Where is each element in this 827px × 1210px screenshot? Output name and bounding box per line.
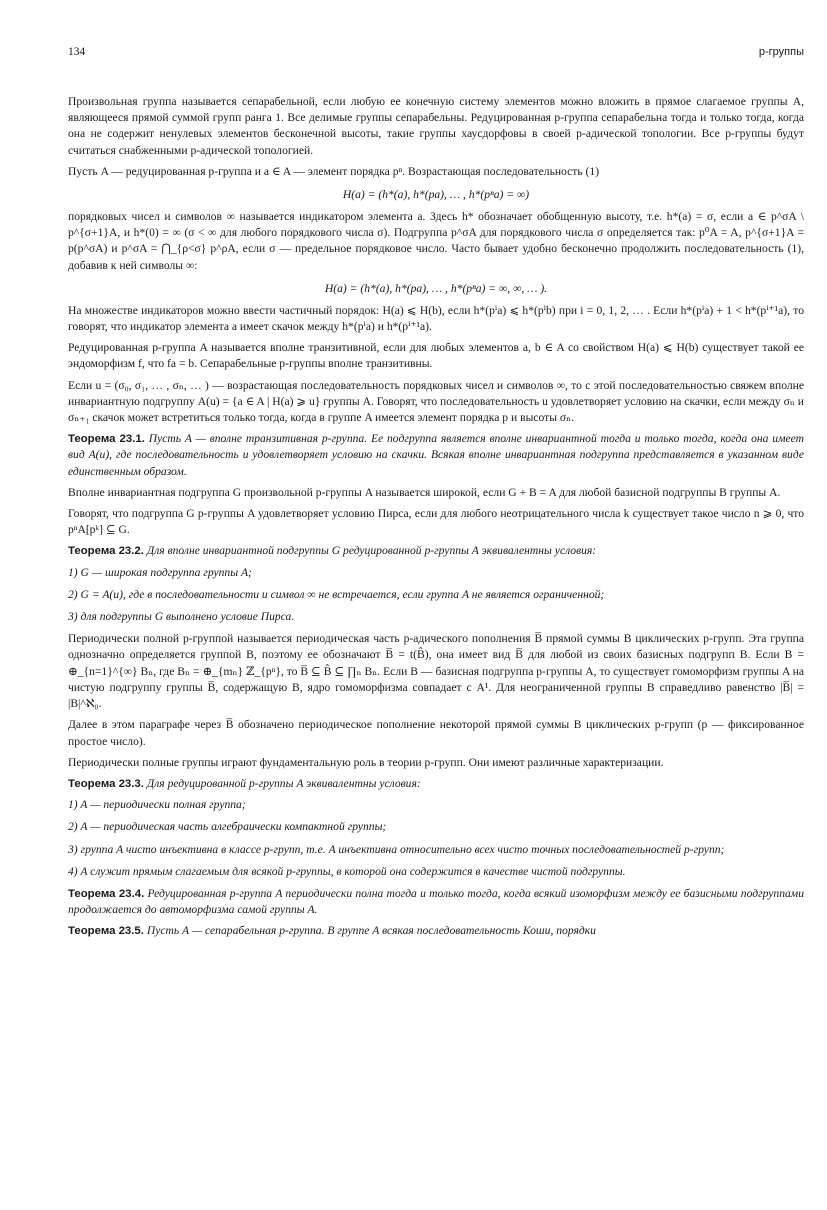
list-item: 2) A — периодическая часть алгебраически компактной группы; xyxy=(68,820,387,834)
theorem-statement: Пусть A — вполне транзитивная p-группа. Ее подгруппа является вполне инвариантной тогда и только тогда, когда она имеет вид A(u), где последовательность u удовлетворяет условию на скачки. Всякая вполне инвариантная подгруппа представляется в указанном виде единственным образом. xyxy=(68,432,805,478)
page-number: 134 xyxy=(68,46,86,58)
theorem-statement: Пусть A — сепарабельная p-группа. В группе A всякая последовательность Коши, порядки xyxy=(146,924,596,938)
formula-indicator-extended: H(a) = (h*(a), h*(pa), … , h*(pⁿa) = ∞, ∞, … ). xyxy=(324,281,548,295)
paragraph-partial-order: На множестве индикаторов можно ввести частичный порядок: H(a) ⩽ H(b), если h*(pⁱa) ⩽ h*(pⁱb) при i = 0, 1, 2, … . Если h*(pⁱa) + 1 < h*(pⁱ⁺¹a), то говорят, что индикатор элемента a имеет скачок между h*(pⁱa) и h*(pⁱ⁺¹a). xyxy=(68,303,804,334)
paragraph-indicator-intro: Пусть A — редуцированная p-группа и a ∈ A — элемент порядка pⁿ. Возрастающая последовательность (1) xyxy=(68,164,600,178)
theorem-label: Теорема 23.4. xyxy=(68,887,145,900)
theorem-23-1 xyxy=(68,431,804,480)
section-title: p-группы xyxy=(758,46,804,58)
theorem-label: Теорема 23.1. xyxy=(68,433,145,446)
theorem-23-2 xyxy=(68,543,804,559)
paragraph-separable: Произвольная группа называется сепарабельной, если любую ее конечную систему элементов можно вложить в прямое слагаемое группы A, являющееся прямой суммой групп ранга 1. Все делимые группы сепарабельны. Редуцированная p-группа сепарабельна тогда и только тогда, когда она не содержит ненулевых элементов бесконечной высоты, такие группы хаусдорфовы в своей p-адической топологии. Все p-группы будут считаться снабженными p-адической топологией. xyxy=(68,95,804,157)
paragraph-pierce: Говорят, что подгруппа G p-группы A удовлетворяет условию Пирса, если для любого неотрицательного числа k существует такое число n ⩾ 0, что pⁿA[pᵏ] ⊆ G. xyxy=(68,507,804,537)
theorem-23-3 xyxy=(68,776,804,792)
theorem-label: Теорема 23.3. xyxy=(68,777,144,790)
paragraph-indicator-def: порядковых чисел и символов ∞ называется индикатором элемента a. Здесь h* обозначает обобщенную высоту, т.е. h*(a) = σ, если a ∈ p^σA \ p^{σ+1}A, и h*(0) = ∞ (σ < ∞ для любого порядкового числа σ). Подгруппа p^σA для порядкового числа σ определяется так: p⁰A = A, p^{σ+1}A = p(p^σA) и p^σA = ⋂_{ρ<σ} p^ρA, если σ — предельное порядковое число. Часто бывает удобно бесконечно продолжить последовательность (1), добавив к ней символы ∞: xyxy=(68,210,804,272)
paragraph-torsion-complete: Периодически полной p-группой называется периодическая часть p-адического пополнения B̅ прямой суммы B циклических p-групп. Эта группа однозначно определяется группой B, поэтому ее обозначают B̅ = t(B̂), она имеет вид B̅ для любой из своих базисных подгрупп B. Если B = ⊕_{n=1}^{∞} Bₙ, где Bₙ = ⊕_{mₙ} ℤ_{pⁿ}, то B̅ ⊆ B̂ ⊆ ∏ₙ Bₙ. Если B — базисная подгруппа p-группы A, то существует гомоморфизм группы A на чистую подгруппу группы B̅, содержащую B, ядро гомоморфизма совпадает с A¹. Для неограниченной группы B справедливо равенство |B̅| = |B|^ℵ₀. xyxy=(68,632,804,711)
paragraph-notation: Далее в этом параграфе через B̅ обозначено периодическое пополнение некоторой прямой суммы B циклических p-групп (p — фиксированное простое число). xyxy=(68,718,804,748)
theorem-label: Теорема 23.2. xyxy=(68,545,144,558)
page xyxy=(68,46,804,945)
paragraph-wide: Вполне инвариантная подгруппа G произвольной p-группы A называется широкой, если G + B = A для любой базисной подгруппы B группы A. xyxy=(68,485,781,499)
page-header xyxy=(68,46,804,58)
paragraph-jump-condition: Если u = (σ₀, σ₁, … , σₙ, … ) — возрастающая последовательность порядковых чисел и символов ∞, то с этой последовательностью свяжем вполне инвариантную подгруппу A(u) = {a ∈ A | H(a) ⩾ u} группы A. Говорят, что последовательность u удовлетворяет условию на скачки, если между σₙ и σₙ₊₁ скачок может встретиться только тогда, когда в группе A имеется элемент порядка p и высоты σₙ. xyxy=(68,378,804,425)
paragraph-role: Периодически полные группы играют фундаментальную роль в теории p-групп. Они имеют различные характеризации. xyxy=(68,755,664,769)
paragraph-transitive: Редуцированная p-группа A называется вполне транзитивной, если для любых элементов a, b ∈ A со свойством H(a) ⩽ H(b) существует такой ее эндоморфизм f, что fa = b. Сепарабельные p-группы вполне транзитивны. xyxy=(68,341,804,371)
list-item: 2) G = A(u), где в последовательности u символ ∞ не встречается, если группа A не является ограниченной; xyxy=(68,587,605,601)
list-item: 4) A служит прямым слагаемым для всякой p-группы, в которой она содержится в качестве чистой подгруппы. xyxy=(68,864,626,878)
page-body xyxy=(68,94,804,940)
theorem-label: Теорема 23.5. xyxy=(68,925,144,938)
theorem-statement: Редуцированная p-группа A периодически полна тогда и только тогда, когда всякий изоморфизм между ее базисными подгруппами продолжается до автоморфизма самой группы A. xyxy=(68,886,805,917)
theorem-23-5 xyxy=(68,923,804,939)
list-item: 1) A — периодически полная группа; xyxy=(68,798,246,812)
theorem-statement: Для вполне инвариантной подгруппы G редуцированной p-группы A эквивалентны условия: xyxy=(146,544,597,558)
list-item: 1) G — широкая подгруппа группы A; xyxy=(68,565,252,579)
formula-indicator: H(a) = (h*(a), h*(pa), … , h*(pⁿa) = ∞) xyxy=(342,188,530,202)
list-item: 3) группа A чисто инъективна в классе p-групп, т.е. A инъективна относительно всех чисто точных последовательностей p-групп; xyxy=(68,842,725,856)
theorem-23-4 xyxy=(68,886,804,918)
list-item: 3) для подгруппы G выполнено условие Пирса. xyxy=(68,610,295,624)
theorem-statement: Для редуцированной p-группы A эквивалентны условия: xyxy=(146,776,421,790)
